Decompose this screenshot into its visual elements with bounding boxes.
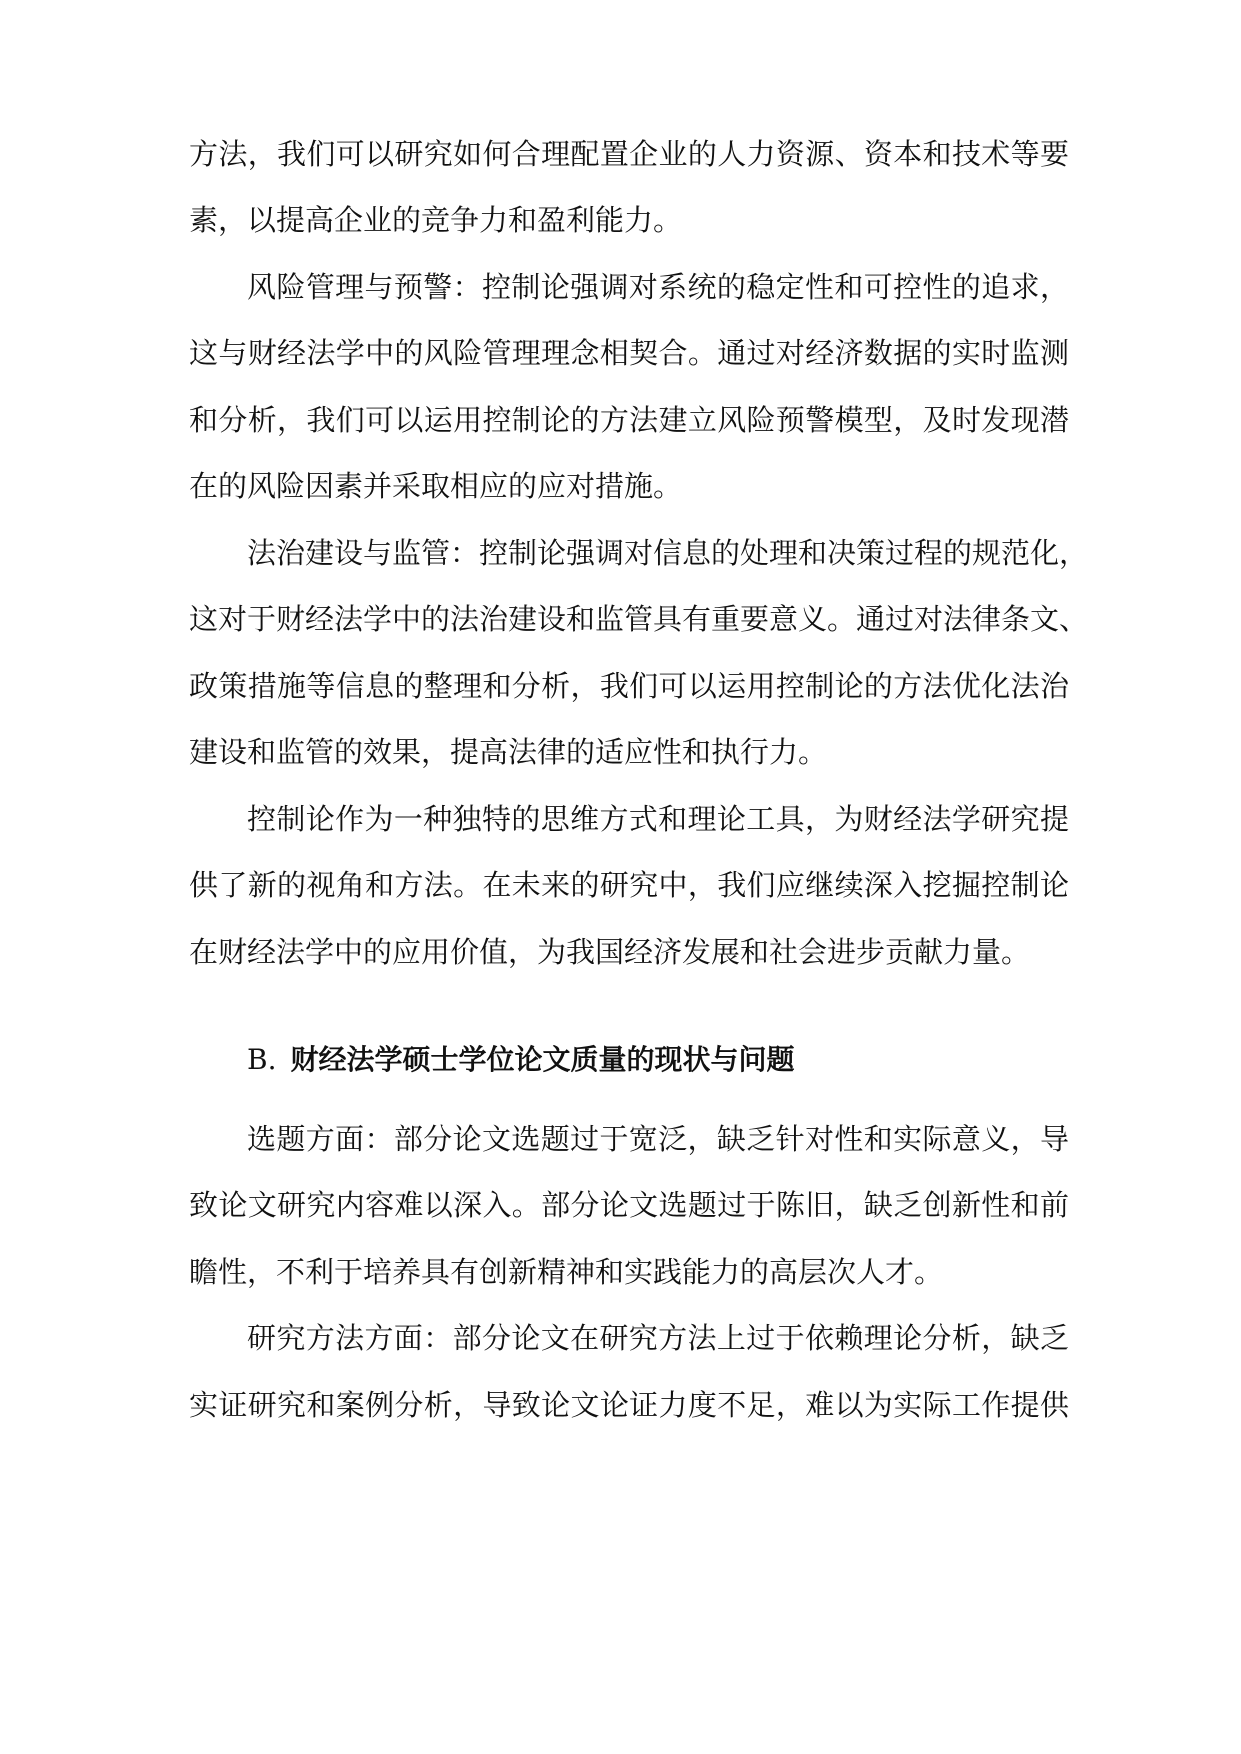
paragraph-line: 政策措施等信息的整理和分析，我们可以运用控制论的方法优化法治 bbox=[189, 669, 1069, 703]
paragraph-line: 建设和监管的效果，提高法律的适应性和执行力。 bbox=[189, 735, 828, 769]
paragraph-line: 这与财经法学中的风险管理理念相契合。通过对经济数据的实时监测 bbox=[189, 336, 1069, 370]
paragraph-line: 风险管理与预警：控制论强调对系统的稳定性和可控性的追求， bbox=[247, 270, 1069, 304]
paragraph-line: 控制论作为一种独特的思维方式和理论工具，为财经法学研究提 bbox=[247, 802, 1069, 836]
paragraph-line: 方法，我们可以研究如何合理配置企业的人力资源、资本和技术等要 bbox=[189, 137, 1069, 171]
section-heading bbox=[247, 1030, 1069, 1090]
paragraph-line: 素，以提高企业的竞争力和盈利能力。 bbox=[189, 203, 683, 237]
section-heading-title: 财经法学硕士学位论文质量的现状与问题 bbox=[290, 1043, 795, 1076]
paragraph-line: 致论文研究内容难以深入。部分论文选题过于陈旧，缺乏创新性和前 bbox=[189, 1188, 1069, 1222]
section-heading-marker: B. bbox=[247, 1043, 277, 1076]
paragraph-line: 在财经法学中的应用价值，为我国经济发展和社会进步贡献力量。 bbox=[189, 935, 1031, 969]
paragraph-line: 实证研究和案例分析，导致论文论证力度不足，难以为实际工作提供 bbox=[189, 1388, 1069, 1422]
paragraph-line: 在的风险因素并采取相应的应对措施。 bbox=[189, 469, 683, 503]
paragraph-line: 这对于财经法学中的法治建设和监管具有重要意义。通过对法律条文、 bbox=[189, 602, 1089, 636]
paragraph-line: 法治建设与监管：控制论强调对信息的处理和决策过程的规范化， bbox=[247, 536, 1089, 570]
paragraph-line: 供了新的视角和方法。在未来的研究中，我们应继续深入挖掘控制论 bbox=[189, 868, 1069, 902]
paragraph-line: 选题方面：部分论文选题过于宽泛，缺乏针对性和实际意义，导 bbox=[247, 1122, 1069, 1156]
paragraph-line: 研究方法方面：部分论文在研究方法上过于依赖理论分析，缺乏 bbox=[247, 1321, 1069, 1355]
paragraph-line: 和分析，我们可以运用控制论的方法建立风险预警模型，及时发现潜 bbox=[189, 403, 1069, 437]
paragraph-line: 瞻性，不利于培养具有创新精神和实践能力的高层次人才。 bbox=[189, 1255, 944, 1289]
